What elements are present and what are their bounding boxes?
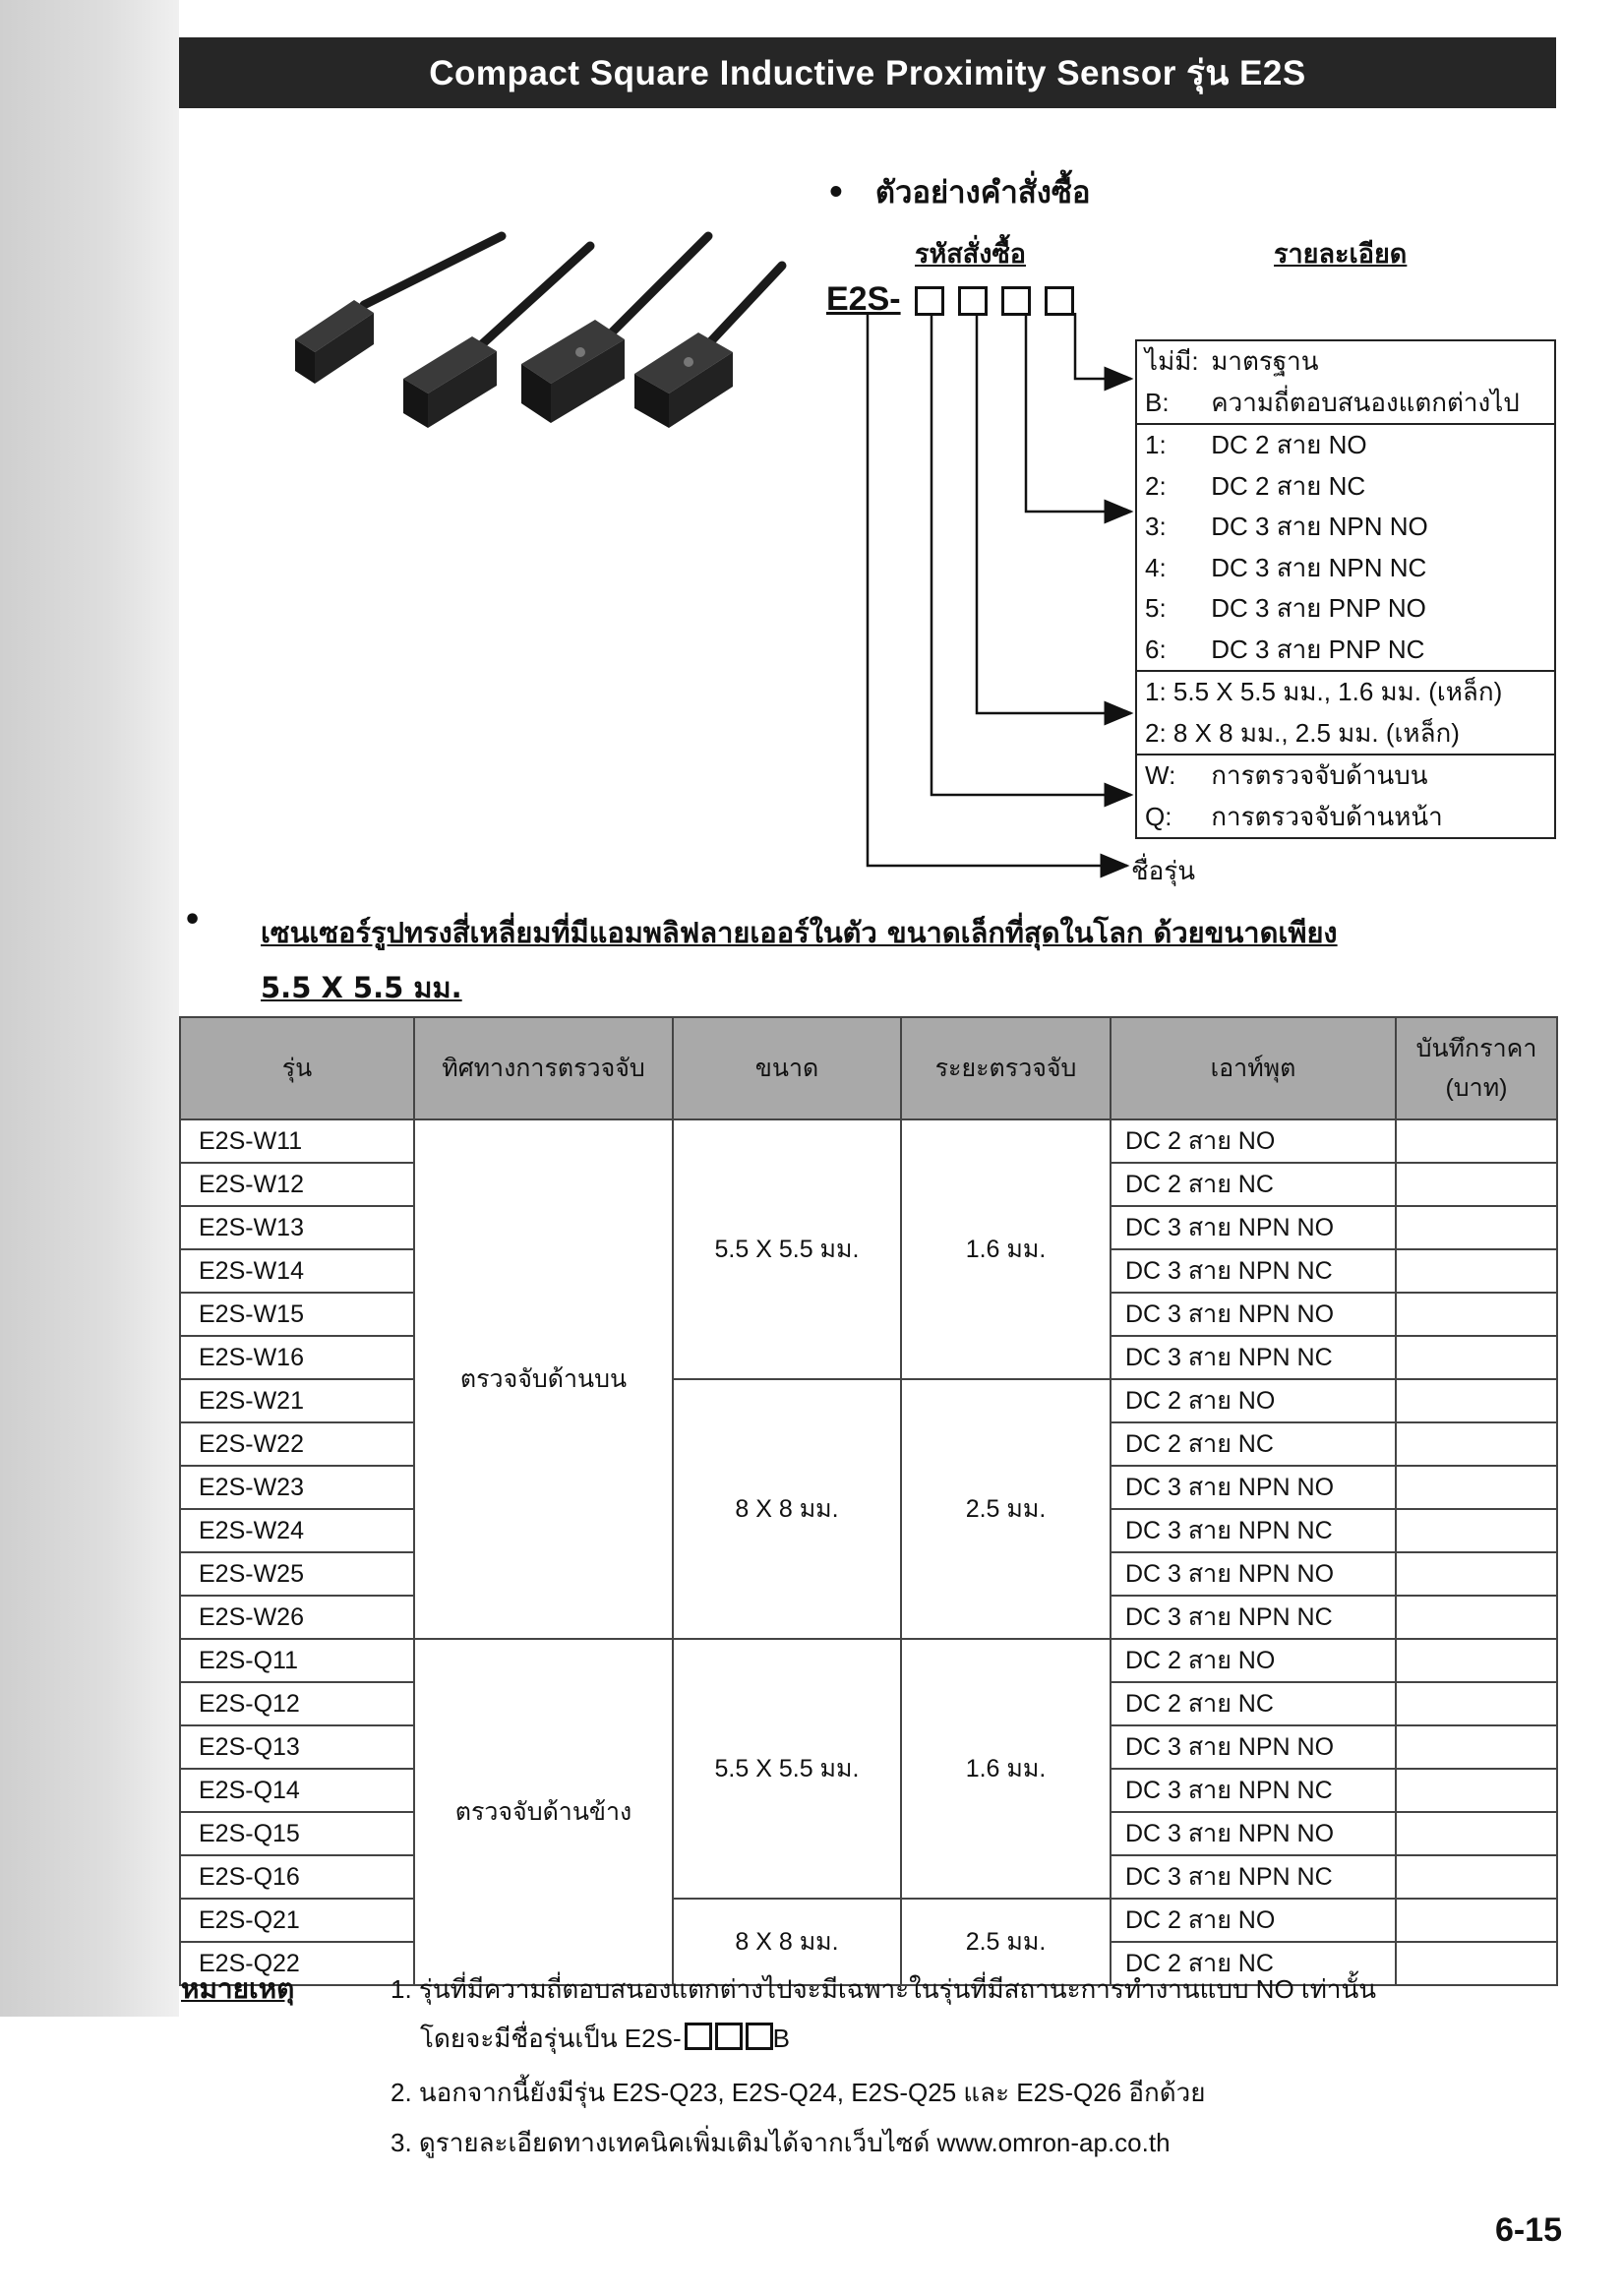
code-box-2 — [958, 286, 988, 316]
price-cell — [1396, 1855, 1557, 1899]
price-cell — [1396, 1379, 1557, 1422]
table-row: E2S-Q14 DC 3 สาย NPN NC — [180, 1769, 1557, 1812]
size-small-w: 5.5 X 5.5 มม. — [673, 1119, 901, 1379]
table-row: E2S-W25 DC 3 สาย NPN NO — [180, 1552, 1557, 1596]
note-2: 2. นอกจากนี้ยังมีรุ่น E2S-Q23, E2S-Q24, E2S-Q25 และ E2S-Q26 อีกด้วย — [391, 2078, 1206, 2107]
legend-group-direction — [1137, 755, 1554, 839]
spec-table — [179, 1016, 1558, 1986]
code-box-3 — [1001, 286, 1031, 316]
table-row: E2S-W16 DC 3 สาย NPN NC — [180, 1336, 1557, 1379]
table-row: E2S-Q12 DC 2 สาย NC — [180, 1682, 1557, 1725]
detail-label: รายละเอียด — [1274, 239, 1408, 270]
legend-group-output — [1137, 425, 1554, 672]
legend-row: ไม่มี: มาตรฐาน — [1145, 346, 1319, 376]
legend-row: 4: DC 3 สาย NPN NC — [1145, 552, 1427, 582]
legend-row: 2: DC 2 สาย NC — [1145, 470, 1366, 501]
price-cell — [1396, 1466, 1557, 1509]
code-box-4 — [1045, 286, 1074, 316]
header-output: เอาท์พุต — [1111, 1017, 1396, 1119]
size-large-q: 8 X 8 มม. — [673, 1899, 901, 1985]
note-3: 3. ดูรายละเอียดทางเทคนิคเพิ่มเติมได้จากเว็บไซด์ www.omron-ap.co.th — [391, 2128, 1171, 2157]
model-name-label: ชื่อรุ่น — [1131, 857, 1195, 886]
price-cell — [1396, 1552, 1557, 1596]
price-cell — [1396, 1639, 1557, 1682]
price-cell — [1396, 1249, 1557, 1293]
price-cell — [1396, 1942, 1557, 1985]
size-small-q: 5.5 X 5.5 มม. — [673, 1639, 901, 1899]
price-cell — [1396, 1596, 1557, 1639]
legend-row: 1: 5.5 X 5.5 มม., 1.6 มม. (เหล็ก) — [1145, 677, 1503, 706]
table-header-row — [180, 1017, 1557, 1119]
header-distance: ระยะตรวจจับ — [901, 1017, 1111, 1119]
legend-group-size — [1137, 672, 1554, 755]
price-cell — [1396, 1725, 1557, 1769]
table-row: E2S-W11 ตรวจจับด้านบน 5.5 X 5.5 มม. 1.6 มม. DC 2 สาย NO — [180, 1119, 1557, 1163]
table-row: E2S-W15 DC 3 สาย NPN NO — [180, 1293, 1557, 1336]
feature-bullet: • — [183, 903, 203, 937]
size-large-w: 8 X 8 มม. — [673, 1379, 901, 1639]
price-cell — [1396, 1163, 1557, 1206]
price-cell — [1396, 1293, 1557, 1336]
note-1a: 1. รุ่นที่มีความถี่ตอบสนองแตกต่างไปจะมีเฉพาะในรุ่นที่มีสถานะการทำงานแบบ NO เท่านั้น — [391, 1974, 1377, 2004]
order-example-heading: • ตัวอย่างคำสั่งซื้อ — [826, 175, 1091, 211]
legend-group-frequency — [1137, 341, 1554, 425]
header-direction: ทิศทางการตรวจจับ — [414, 1017, 673, 1119]
table-row: E2S-W21 8 X 8 มม. 2.5 มม. DC 2 สาย NO — [180, 1379, 1557, 1422]
page-title: Compact Square Inductive Proximity Sensor รุ่น E2S — [179, 37, 1556, 108]
table-row: E2S-W12 DC 2 สาย NC — [180, 1163, 1557, 1206]
table-row: E2S-Q13 DC 3 สาย NPN NO — [180, 1725, 1557, 1769]
price-cell — [1396, 1206, 1557, 1249]
price-cell — [1396, 1119, 1557, 1163]
legend-row: 6: DC 3 สาย PNP NC — [1145, 634, 1425, 664]
table-row: E2S-Q21 8 X 8 มม. 2.5 มม. DC 2 สาย NO — [180, 1899, 1557, 1942]
order-code-label: รหัสสั่งซื้อ — [915, 239, 1026, 270]
dist-large-w: 2.5 มม. — [901, 1379, 1111, 1639]
header-size: ขนาด — [673, 1017, 901, 1119]
note-1b: โดยจะมีชื่อรุ่นเป็น E2S- B — [420, 2024, 790, 2053]
legend-row: 5: DC 3 สาย PNP NO — [1145, 593, 1426, 623]
order-code-legend — [1135, 339, 1556, 839]
direction-top: ตรวจจับด้านบน — [414, 1119, 673, 1639]
legend-row: 3: DC 3 สาย NPN NO — [1145, 512, 1428, 541]
legend-row: 2: 8 X 8 มม., 2.5 มม. (เหล็ก) — [1145, 717, 1460, 748]
product-photo — [295, 226, 787, 433]
header-price: บันทึกราคา (บาท) — [1396, 1017, 1557, 1119]
header-model: รุ่น — [180, 1017, 414, 1119]
price-cell — [1396, 1769, 1557, 1812]
price-cell — [1396, 1812, 1557, 1855]
price-cell — [1396, 1682, 1557, 1725]
feature-text: เซนเซอร์รูปทรงสี่เหลี่ยมที่มีแอมพลิฟลายเออร์ในตัว ขนาดเล็กที่สุดในโลก ด้วยขนาดเพียง 5.5 X 5.5 มม. — [261, 916, 1338, 1004]
page-number: 6-15 — [1494, 2211, 1562, 2249]
table-row: E2S-Q11 ตรวจจับด้านข้าง 5.5 X 5.5 มม. 1.6 มม. DC 2 สาย NO — [180, 1639, 1557, 1682]
price-cell — [1396, 1509, 1557, 1552]
table-row: E2S-Q16 DC 3 สาย NPN NC — [180, 1855, 1557, 1899]
table-row: E2S-W24 DC 3 สาย NPN NC — [180, 1509, 1557, 1552]
legend-row: Q: การตรวจจับด้านหน้า — [1145, 801, 1443, 831]
order-code: E2S- — [826, 280, 1074, 319]
table-row: E2S-Q22 DC 2 สาย NC — [180, 1942, 1557, 1985]
notes-label: หมายเหตุ — [181, 1973, 295, 2004]
direction-side: ตรวจจับด้านข้าง — [414, 1639, 673, 1985]
table-row: E2S-W23 DC 3 สาย NPN NO — [180, 1466, 1557, 1509]
dist-large-q: 2.5 มม. — [901, 1899, 1111, 1985]
price-cell — [1396, 1422, 1557, 1466]
table-row: E2S-W22 DC 2 สาย NC — [180, 1422, 1557, 1466]
legend-row: W: การตรวจจับด้านบน — [1145, 760, 1428, 790]
price-cell — [1396, 1899, 1557, 1942]
legend-row: B: ความถี่ตอบสนองแตกต่างไป — [1145, 387, 1520, 417]
table-row: E2S-Q15 DC 3 สาย NPN NO — [180, 1812, 1557, 1855]
price-cell — [1396, 1336, 1557, 1379]
dist-small-w: 1.6 มม. — [901, 1119, 1111, 1379]
table-row: E2S-W14 DC 3 สาย NPN NC — [180, 1249, 1557, 1293]
scan-shadow — [0, 0, 179, 2017]
dist-small-q: 1.6 มม. — [901, 1639, 1111, 1899]
code-box-1 — [915, 286, 944, 316]
table-row: E2S-W13 DC 3 สาย NPN NO — [180, 1206, 1557, 1249]
table-row: E2S-W26 DC 3 สาย NPN NC — [180, 1596, 1557, 1639]
legend-row: 1: DC 2 สาย NO — [1145, 430, 1367, 459]
